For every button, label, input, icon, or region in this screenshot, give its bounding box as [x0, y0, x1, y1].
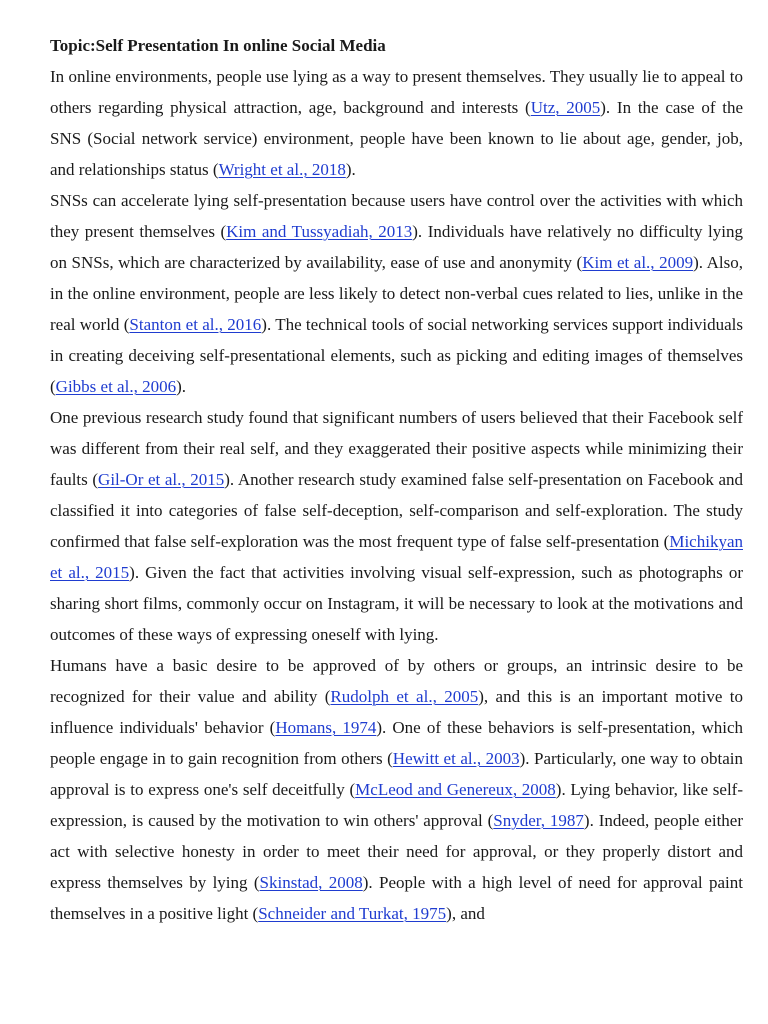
paragraph-text: ). Individuals have relatively no difficulty lying on SNSs, which are characterized by availability, ease of use and anonymity (: [50, 222, 743, 272]
paragraph: [50, 650, 743, 929]
paragraph-text: ), and this is an important motive to influence individuals' behavior (: [50, 687, 743, 737]
paragraph-text: ).: [345, 160, 356, 179]
citation-link[interactable]: Hewitt et al., 2003: [392, 749, 520, 768]
paragraph-text: Humans have a basic desire to be approved of by others or groups, an intrinsic desire to be recognized for their value and ability (: [50, 656, 743, 706]
citation-link[interactable]: Schneider and Turkat, 1975: [258, 904, 447, 923]
document-body: [50, 61, 743, 929]
paragraph: [50, 185, 743, 402]
paragraph: [50, 61, 743, 185]
paragraph-text: ). Given the fact that activities involving visual self-expression, such as photographs or sharing short films, commonly occur on Instagram, it will be necessary to look at the motivations and outcomes of these ways of expressing oneself with lying.: [50, 563, 743, 644]
citation-link[interactable]: Homans, 1974: [275, 718, 377, 737]
citation-link[interactable]: Stanton et al., 2016: [129, 315, 262, 334]
citation-link[interactable]: Wright et al., 2018: [218, 160, 346, 179]
paragraph-text: ). One of these behaviors is self-presentation, which people engage in to gain recognition from others (: [50, 718, 743, 768]
citation-link[interactable]: Kim et al., 2009: [582, 253, 694, 272]
citation-link[interactable]: Utz, 2005: [530, 98, 601, 117]
paragraph-text: ). Lying behavior, like self-expression, is caused by the motivation to win others' approval (: [50, 780, 743, 830]
paragraph-text: ). Another research study examined false self-presentation on Facebook and classified it into categories of false self-deception, self-comparison and self-exploration. The study confirmed that false self-exploration was the most frequent type of false self-presentation (: [50, 470, 743, 551]
paragraph-text: One previous research study found that significant numbers of users believed that their Facebook self was different from their real self, and they exaggerated their positive aspects while minimizing their faults (: [50, 408, 743, 489]
citation-link[interactable]: Snyder, 1987: [493, 811, 584, 830]
paragraph-text: ). Indeed, people either act with selective honesty in order to meet their need for approval, or they properly distort and express themselves by lying (: [50, 811, 743, 892]
paragraph-text: SNSs can accelerate lying self-presentation because users have control over the activities with which they present themselves (: [50, 191, 743, 241]
paragraph-text: ).: [176, 377, 186, 396]
citation-link[interactable]: Kim and Tussyadiah, 2013: [226, 222, 413, 241]
paragraph-text: ). Particularly, one way to obtain approval is to express one's self deceitfully (: [50, 749, 744, 799]
paragraph-text: ). In the case of the SNS (Social network service) environment, people have been known to lie about age, gender, job, and relationships status (: [50, 98, 744, 179]
citation-link[interactable]: Rudolph et al., 2005: [330, 687, 479, 706]
paragraph-text: ). Also, in the online environment, people are less likely to detect non-verbal cues related to lies, unlike in the real world (: [50, 253, 743, 334]
paragraph-text: ). The technical tools of social networking services support individuals in creating deceiving self-presentational elements, such as picking and editing images of themselves (: [50, 315, 743, 396]
citation-link[interactable]: McLeod and Genereux, 2008: [355, 780, 556, 799]
paragraph-text: In online environments, people use lying as a way to present themselves. They usually lie to appeal to others regarding physical attraction, age, background and interests (: [50, 67, 743, 117]
citation-link[interactable]: Gil-Or et al., 2015: [98, 470, 225, 489]
citation-link[interactable]: Michikyan et al., 2015: [50, 532, 743, 582]
paragraph-text: ), and: [446, 904, 485, 923]
document-title: Topic:Self Presentation In online Social Media: [50, 36, 386, 55]
citation-link[interactable]: Skinstad, 2008: [259, 873, 363, 892]
paragraph-text: ). People with a high level of need for approval paint themselves in a positive light (: [50, 873, 743, 923]
paragraph: [50, 402, 743, 650]
citation-link[interactable]: Gibbs et al., 2006: [55, 377, 177, 396]
